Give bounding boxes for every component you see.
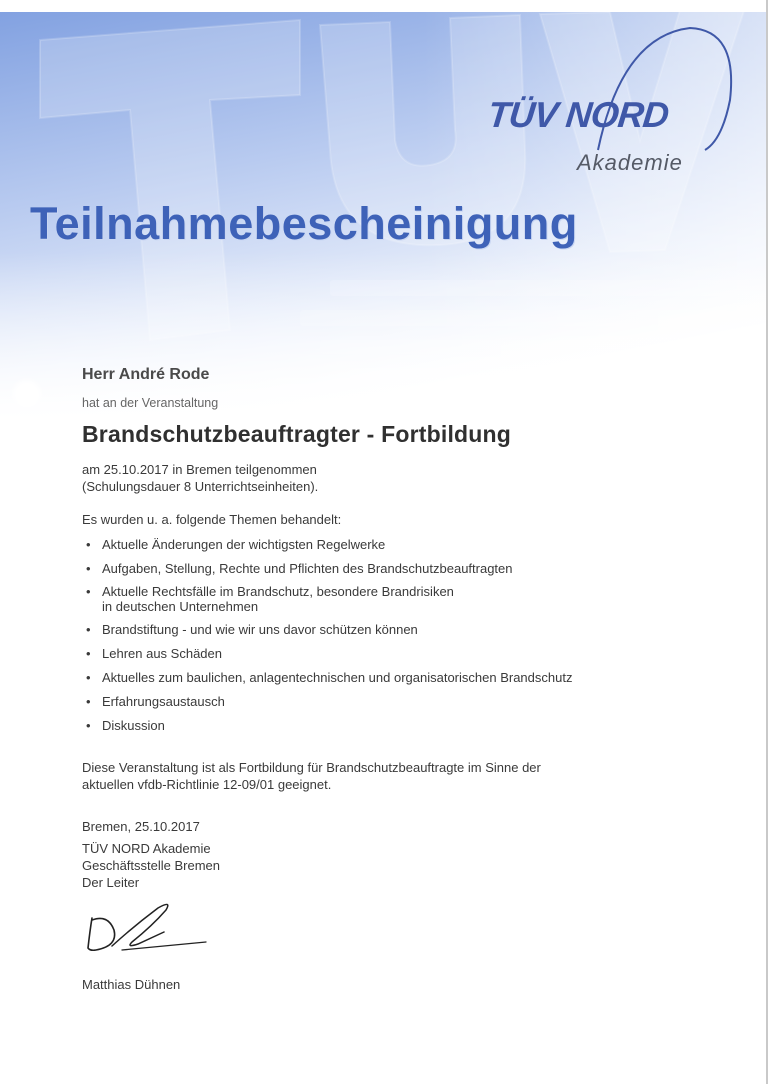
list-item: • Aufgaben, Stellung, Rechte und Pflichten des Brandschutzbeauftragten <box>86 561 572 576</box>
list-item: • Erfahrungsaustausch <box>86 694 572 709</box>
signature <box>82 896 212 960</box>
logo-text: TÜV NORD <box>485 94 671 135</box>
topics-intro: Es wurden u. a. folgende Themen behandelt: <box>82 512 342 527</box>
list-item: • Aktuelle Rechtsfälle im Brandschutz, besondere Brandrisiken in deutschen Unternehmen <box>86 584 572 614</box>
list-item: • Diskussion <box>86 718 572 733</box>
issuer-organization: TÜV NORD Akademie <box>82 841 211 856</box>
closing-line-1: Diese Veranstaltung ist als Fortbildung für Brandschutzbeauftragte im Sinne der <box>82 760 541 775</box>
participant-intro: hat an der Veranstaltung <box>82 396 219 410</box>
participant-name: Herr André Rode <box>82 366 210 383</box>
course-date-place: am 25.10.2017 in Bremen teilgenommen <box>82 462 317 477</box>
issue-place-date: Bremen, 25.10.2017 <box>82 819 200 834</box>
issuer-office: Geschäftsstelle Bremen <box>82 858 221 873</box>
closing-line-2: aktuellen vfdb-Richtlinie 12-09/01 geeignet. <box>82 777 332 792</box>
list-item: • Lehren aus Schäden <box>86 646 572 661</box>
document-title: Teilnahmebescheinigung <box>30 198 578 249</box>
issuer-role: Der Leiter <box>82 875 140 890</box>
list-item: • Brandstiftung - und wie wir uns davor schützen können <box>86 622 572 637</box>
logo-subtitle: Akademie <box>577 150 683 175</box>
topic-list <box>86 537 572 733</box>
punch-hole <box>16 383 38 405</box>
course-duration: (Schulungsdauer 8 Unterrichtseinheiten). <box>82 479 319 494</box>
course-title: Brandschutzbeauftragter - Fortbildung <box>82 421 512 447</box>
list-item: • Aktuelle Änderungen der wichtigsten Regelwerke <box>86 537 572 552</box>
list-item: • Aktuelles zum baulichen, anlagentechnischen und organisatorischen Brandschutz <box>86 670 572 685</box>
signer-name: Matthias Dühnen <box>82 977 181 992</box>
